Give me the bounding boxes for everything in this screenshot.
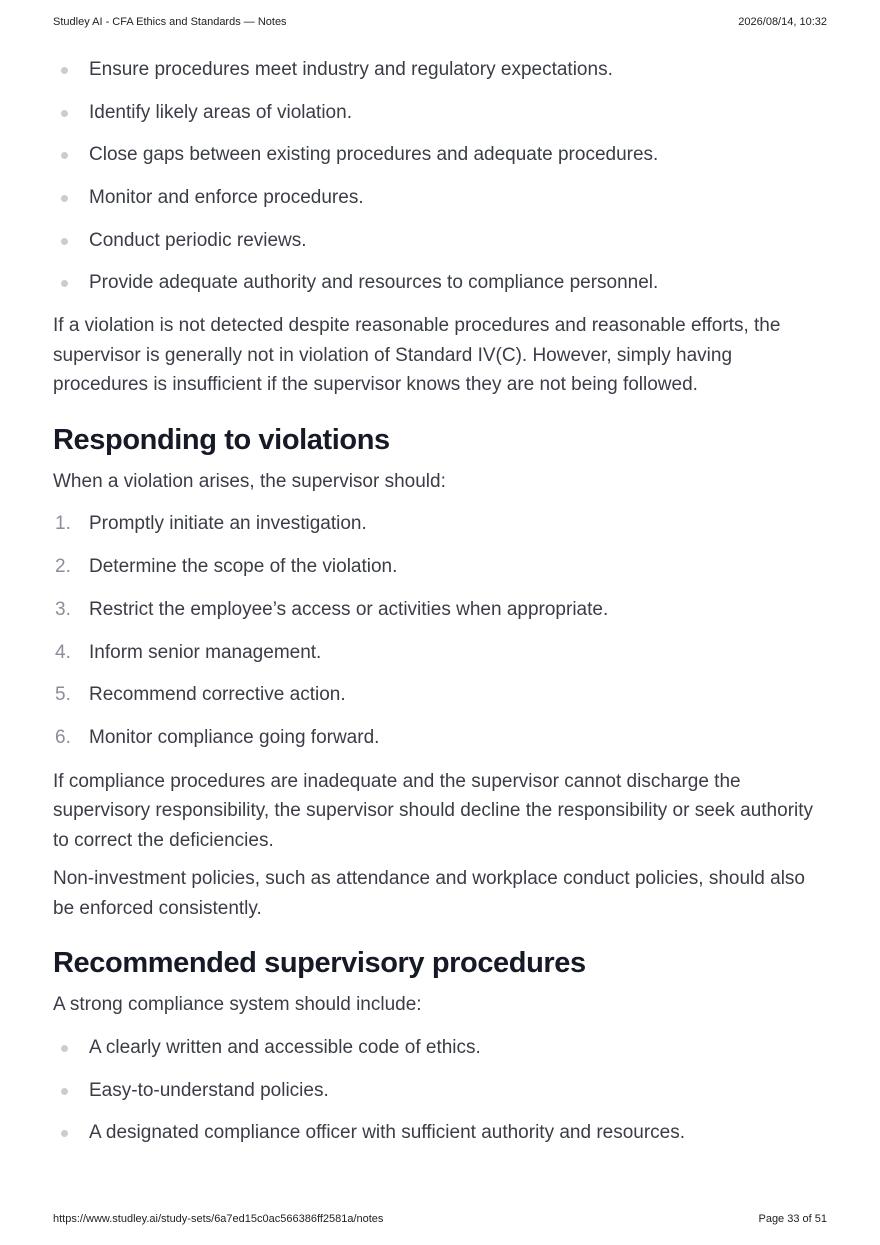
list-item <box>53 554 823 580</box>
print-footer <box>53 1213 827 1225</box>
section-heading: Recommended supervisory procedures <box>53 947 586 980</box>
list-number: 1. <box>55 513 71 535</box>
list-item <box>53 640 823 666</box>
list-number: 3. <box>55 598 71 620</box>
list-text: Determine the scope of the violation. <box>89 556 398 578</box>
page-number: Page 33 of 51 <box>758 1213 827 1225</box>
list-text: Inform senior management. <box>89 641 322 663</box>
notes-content <box>53 52 823 1146</box>
compliance-list <box>53 1035 823 1146</box>
list-item: A designated compliance officer with sufficient authority and resources. <box>53 1120 823 1146</box>
list-text: Restrict the employee’s access or activities when appropriate. <box>89 598 609 620</box>
list-item: Provide adequate authority and resources to compliance personnel. <box>53 270 823 296</box>
list-item <box>53 511 823 537</box>
print-datetime: 2026/08/14, 10:32 <box>738 16 827 28</box>
steps-list <box>53 511 823 750</box>
procedures-list <box>53 57 823 296</box>
document-title: Studley AI - CFA Ethics and Standards — Notes <box>53 16 287 28</box>
list-number: 2. <box>55 556 71 578</box>
list-text: Recommend corrective action. <box>89 684 346 706</box>
paragraph: If a violation is not detected despite reasonable procedures and reasonable efforts, the supervisor is generally not in violation of Standard IV(C). However, simply having procedures is insufficient if the supervisor knows they are not being followed. <box>53 315 781 396</box>
section-heading: Responding to violations <box>53 423 390 456</box>
list-item: Easy-to-understand policies. <box>53 1078 823 1104</box>
print-header <box>53 16 827 28</box>
list-item: Identify likely areas of violation. <box>53 100 823 126</box>
list-item: Close gaps between existing procedures and adequate procedures. <box>53 142 823 168</box>
list-item <box>53 682 823 708</box>
list-text: Promptly initiate an investigation. <box>89 513 367 535</box>
list-item: Monitor and enforce procedures. <box>53 185 823 211</box>
list-item: Conduct periodic reviews. <box>53 228 823 254</box>
section-intro: When a violation arises, the supervisor should: <box>53 470 446 492</box>
list-number: 4. <box>55 641 71 663</box>
list-item: A clearly written and accessible code of ethics. <box>53 1035 823 1061</box>
paragraph: If compliance procedures are inadequate and the supervisor cannot discharge the supervisory responsibility, the supervisor should decline the responsibility or seek authority to correct the deficiencies. <box>53 770 814 851</box>
list-item <box>53 725 823 751</box>
page-url: https://www.studley.ai/study-sets/6a7ed15c0ac566386ff2581a/notes <box>53 1213 384 1225</box>
section-intro: A strong compliance system should include: <box>53 994 422 1016</box>
list-text: Monitor compliance going forward. <box>89 726 380 748</box>
paragraph: Non-investment policies, such as attendance and workplace conduct policies, should also be enforced consistently. <box>53 868 805 919</box>
list-item <box>53 597 823 623</box>
list-number: 6. <box>55 726 71 748</box>
list-item: Ensure procedures meet industry and regulatory expectations. <box>53 57 823 83</box>
list-number: 5. <box>55 684 71 706</box>
